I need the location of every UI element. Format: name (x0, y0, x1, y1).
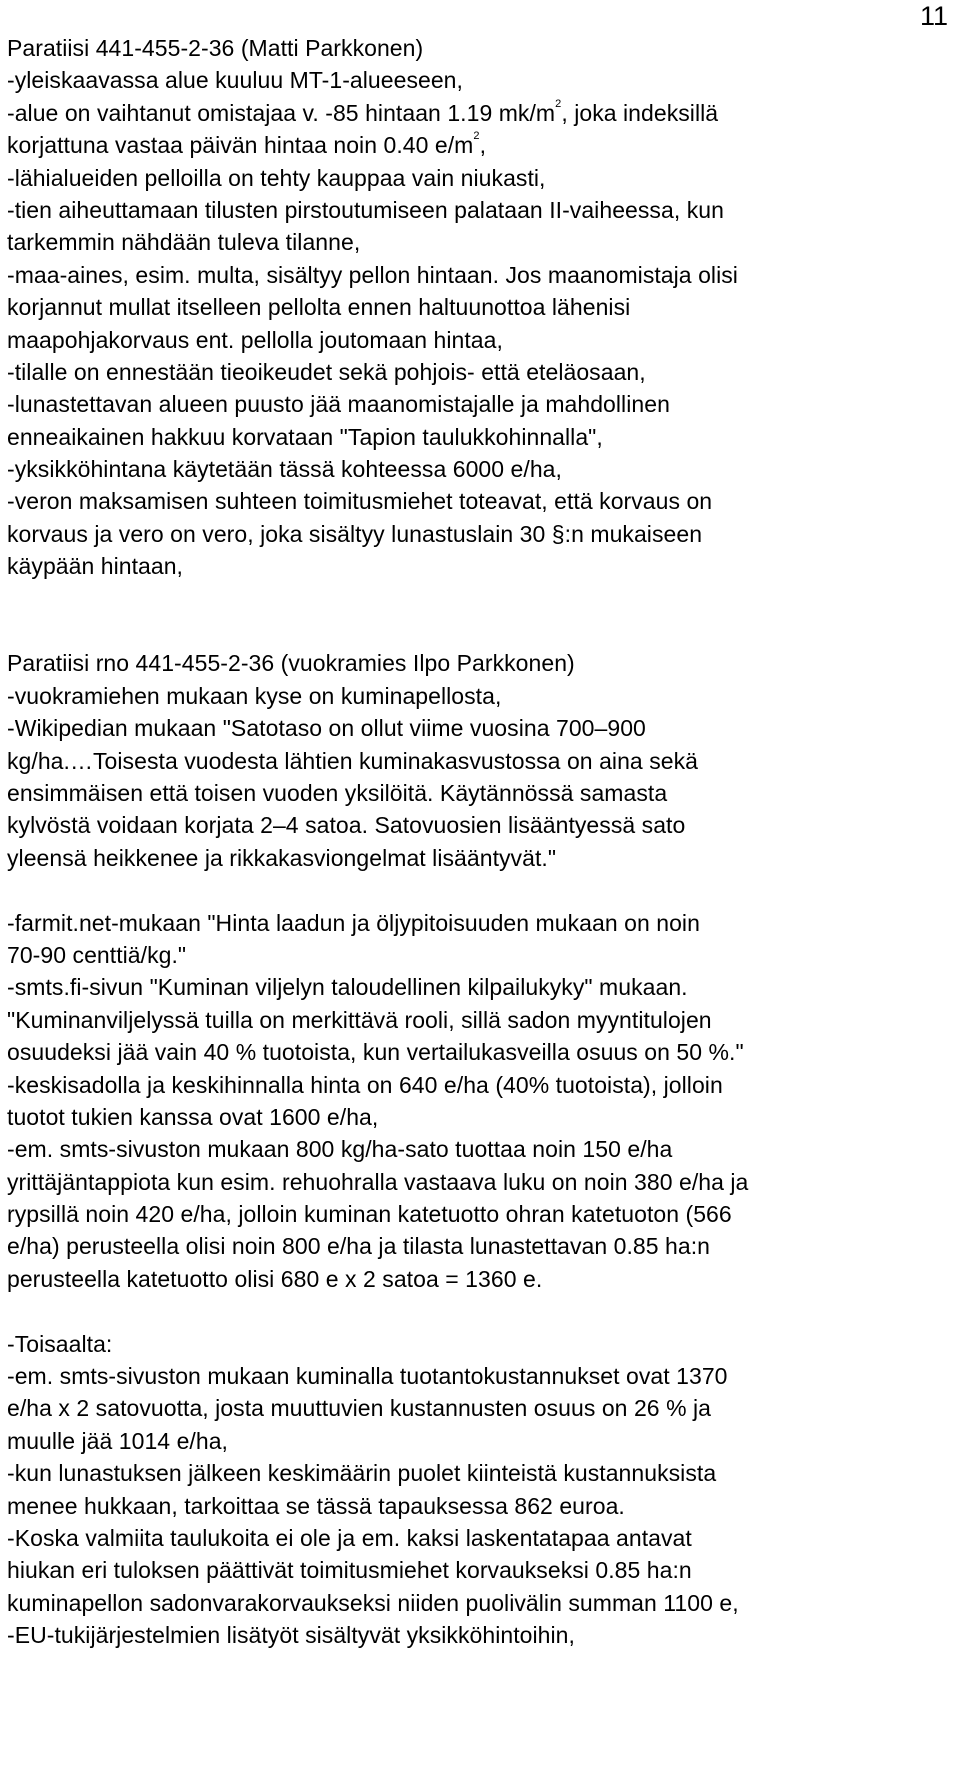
text-line: yrittäjäntappiota kun esim. rehuohralla vastaava luku on noin 380 e/ha ja (7, 1168, 749, 1195)
section-toisaalta (7, 1328, 957, 1652)
text-line: -yksikköhintana käytetään tässä kohteessa 6000 e/ha, (7, 456, 562, 483)
text-line: kuminapellon sadonvarakorvaukseksi niiden puolivälin summan 1100 e, (7, 1589, 739, 1616)
text-line: -tien aiheuttamaan tilusten pirstoutumiseen palataan II-vaiheessa, kun (7, 196, 724, 223)
text-line: hiukan eri tuloksen päättivät toimitusmiehet korvaukseksi 0.85 ha:n (7, 1557, 692, 1584)
text-line: -em. smts-sivuston mukaan kuminalla tuotantokustannukset ovat 1370 (7, 1363, 728, 1390)
text-line: menee hukkaan, tarkoittaa se tässä tapauksessa 862 euroa. (7, 1492, 625, 1519)
text-line: rypsillä noin 420 e/ha, jolloin kuminan katetuotto ohran katetuoton (566 (7, 1201, 732, 1228)
text-line: "Kuminanviljelyssä tuilla on merkittävä rooli, sillä sadon myyntitulojen (7, 1006, 712, 1033)
section-price-sources (7, 907, 957, 1296)
text-line: -kun lunastuksen jälkeen keskimäärin puolet kiinteistä kustannuksista (7, 1460, 717, 1487)
text-line: -tilalle on ennestään tieoikeudet sekä pohjois- että eteläosaan, (7, 358, 646, 385)
section-ilpo-parkkonen (7, 647, 957, 874)
paragraph-gap (7, 1295, 957, 1327)
text-line: korjattuna vastaa päivän hintaa noin 0.40 $e/m^2$, (7, 130, 487, 159)
text-line: käypään hintaan, (7, 553, 183, 580)
text-line: tarkemmin nähdään tuleva tilanne, (7, 229, 361, 256)
text-line: tuotot tukien kanssa ovat 1600 e/ha, (7, 1103, 379, 1130)
text-line: -Wikipedian mukaan "Satotaso on ollut viime vuosina 700–900 (7, 715, 646, 742)
text-line: korjannut mullat itselleen pellolta ennen haltuunottoa lähenisi (7, 294, 631, 321)
text-line: -lähialueiden pelloilla on tehty kauppaa vain niukasti, (7, 164, 546, 191)
text-line: -em. smts-sivuston mukaan 800 kg/ha-sato tuottaa noin 150 e/ha (7, 1136, 673, 1163)
text-line: -yleiskaavassa alue kuuluu MT-1-alueeseen, (7, 67, 463, 94)
paragraph-gap (7, 874, 957, 906)
text-line: -EU-tukijärjestelmien lisätyöt sisältyvät yksikköhintoihin, (7, 1622, 575, 1649)
text-line: e/ha) perusteella olisi noin 800 e/ha ja tilasta lunastettavan 0.85 ha:n (7, 1233, 711, 1260)
text-line: -keskisadolla ja keskihinnalla hinta on 640 e/ha (40% tuotoista), jolloin (7, 1071, 723, 1098)
text-line: yleensä heikkenee ja rikkakasviongelmat lisääntyvät." (7, 844, 557, 871)
text-line: -alue on vaihtanut omistajaa v. -85 hintaan 1.19 $mk/m^2$, joka indeksillä (7, 97, 719, 126)
text-line: Paratiisi rno 441-455-2-36 (vuokramies Ilpo Parkkonen) (7, 650, 575, 677)
text-line: -veron maksamisen suhteen toimitusmiehet toteavat, että korvaus on (7, 488, 713, 515)
text-line: muulle jää 1014 e/ha, (7, 1427, 228, 1454)
text-line: kylvöstä voidaan korjata 2–4 satoa. Satovuosien lisääntyessä sato (7, 812, 686, 839)
text-line: -Koska valmiita taulukoita ei ole ja em. kaksi laskentatapaa antavat (7, 1524, 692, 1551)
text-line: korvaus ja vero on vero, joka sisältyy lunastuslain 30 §:n mukaiseen (7, 520, 703, 547)
paragraph-gap (7, 615, 957, 647)
text-line: maapohjakorvaus ent. pellolla joutomaan hintaa, (7, 326, 503, 353)
text-line: e/ha x 2 satovuotta, josta muuttuvien kustannusten osuus on 26 % ja (7, 1395, 712, 1422)
text-line: ensimmäisen että toisen vuoden yksilöitä. Käytännössä samasta (7, 779, 668, 806)
page-number: 11 (920, 1, 949, 31)
document-body (7, 32, 957, 1652)
text-line: -maa-aines, esim. multa, sisältyy pellon hintaan. Jos maanomistaja olisi (7, 261, 738, 288)
text-line: -vuokramiehen mukaan kyse on kuminapellosta, (7, 682, 502, 709)
text-line: enneaikainen hakkuu korvataan "Tapion taulukkohinnalla", (7, 423, 603, 450)
text-line: Paratiisi 441-455-2-36 (Matti Parkkonen) (7, 35, 424, 61)
text-line: -Toisaalta: (7, 1330, 113, 1357)
superscript: 2 (555, 97, 562, 110)
paragraph-gap (7, 583, 957, 615)
text-line: -lunastettavan alueen puusto jää maanomistajalle ja mahdollinen (7, 391, 670, 418)
section-matti-parkkonen (7, 32, 957, 583)
text-line: -smts.fi-sivun "Kuminan viljelyn taloudellinen kilpailukyky" mukaan. (7, 974, 688, 1001)
text-line: kg/ha.…Toisesta vuodesta lähtien kuminakasvustossa on aina sekä (7, 747, 698, 774)
text-line: perusteella katetuotto olisi 680 e x 2 satoa = 1360 e. (7, 1265, 543, 1292)
text-line: osuudeksi jää vain 40 % tuotoista, kun vertailukasveilla osuus on 50 %." (7, 1039, 744, 1066)
superscript: 2 (473, 130, 480, 143)
text-line: 70-90 centtiä/kg." (7, 941, 187, 968)
text-line: -farmit.net-mukaan "Hinta laadun ja öljypitoisuuden mukaan on noin (7, 909, 700, 936)
